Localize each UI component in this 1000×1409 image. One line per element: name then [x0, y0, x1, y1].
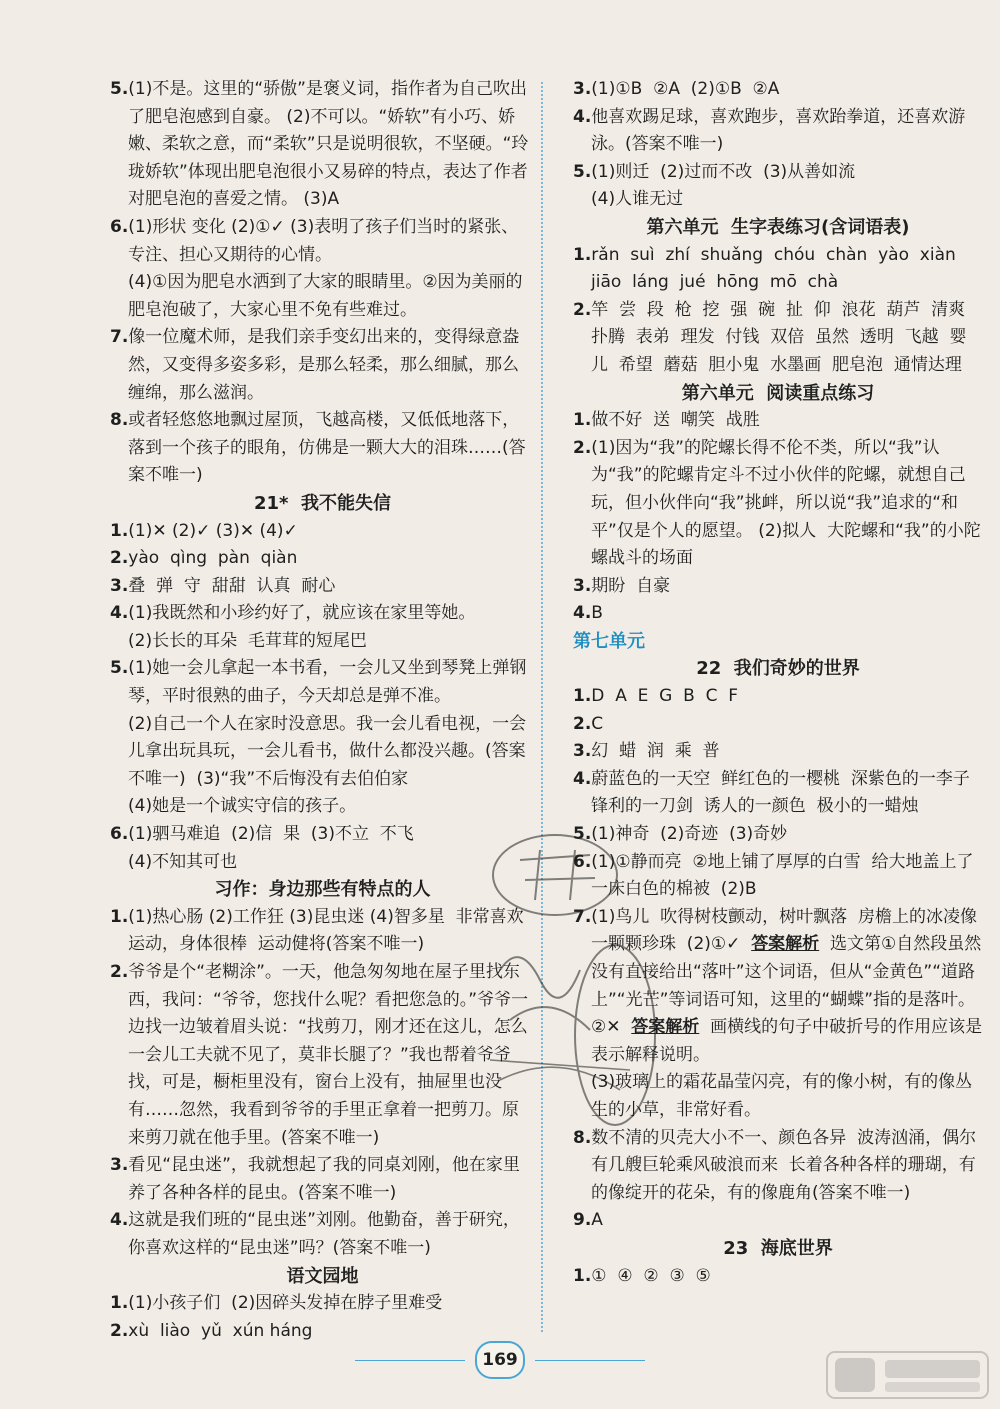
answer-item: [110, 1207, 535, 1262]
answer-text: 爷爷是个“老糊涂”。一天，他急匆匆地在屋子里找东西，我问：“爷爷，您找什么呢？看把您急的。”爷爷一边找一边皱着眉头说：“找剪刀，刚才还在这儿，怎么一会儿工夫就不见了，莫非长腿了？”我也帮着爷爷找，可是，橱柜里没有，窗台上没有，抽屉里也没有……忽然，我看到爷爷的手里正拿着一把剪刀。原来剪刀就在他手里。(答案不唯一): [128, 962, 529, 1148]
answer-item: [110, 904, 535, 959]
item-number: 4.: [110, 1210, 129, 1231]
answer-text: (1)鸟儿 吹得树枝颤动，树叶飘落 房檐上的冰凌像一颗颗珍珠 (2)①✓: [591, 906, 977, 955]
item-number: 5.: [573, 161, 592, 182]
answer-item: [110, 600, 535, 628]
answer-item: [110, 959, 535, 1152]
item-number: 1.: [573, 244, 592, 265]
column-divider: [541, 82, 543, 1332]
item-number: 4.: [573, 603, 592, 624]
answer-text: 数不清的贝壳大小不一、颜色各异 波涛汹涌，偶尔有几艘巨轮乘风破浪而来 长着各种各样的珊瑚，有的像绽开的花朵，有的像鹿角(答案不唯一): [591, 1127, 977, 1203]
answer-text: B: [591, 603, 603, 624]
answer-continuation: (3)玻璃上的霜花晶莹闪亮，有的像小树，有的像丛生的小草，非常好看。: [591, 1072, 973, 1120]
item-number: 3.: [573, 79, 592, 99]
answer-text: 做不好 送 嘲笑 战胜: [591, 410, 760, 431]
item-number: 4.: [573, 106, 592, 127]
answer-item: [573, 766, 983, 821]
section-heading: 第六单元 生字表练习(含词语表): [646, 216, 910, 238]
answer-item: [573, 1263, 983, 1291]
answer-item: [573, 683, 983, 711]
answer-text: (1)我既然和小珍约好了，就应该在家里等她。: [128, 603, 476, 624]
section-heading: 第六单元 阅读重点练习: [681, 382, 875, 404]
page-number: 169: [475, 1341, 525, 1379]
answer-item: [573, 1207, 983, 1235]
answer-item: [110, 573, 535, 601]
analysis-tag: 答案解析: [751, 934, 820, 955]
left-column: [110, 76, 535, 1345]
watermark-logo: [825, 1350, 990, 1400]
item-number: 2.: [573, 713, 592, 734]
answer-text: 选文第①自然段虽然没有直接给出“落叶”这个词语，但从“金黄色”“道路上”“光芒”等词语可知，这里的“蝴蝶”指的是落叶。 ②✕: [591, 934, 986, 1038]
answer-text: 像一位魔术师，是我们亲手变幻出来的，变得绿意盎然，又变得多姿多彩，是那么轻柔，那么细腻，那么缠绵，那么滋润。: [128, 327, 520, 403]
answer-text: (1)神奇 (2)奇迹 (3)奇妙: [591, 824, 788, 845]
answer-continuation: (4)人谁无过: [591, 189, 684, 210]
answer-item: [573, 1125, 983, 1208]
item-number: 1.: [573, 686, 592, 707]
answer-text: D A E G B C F: [591, 686, 739, 707]
answer-continuation: (4)不知其可也: [128, 851, 238, 872]
item-number: 7.: [573, 906, 592, 927]
item-number: 3.: [573, 575, 592, 596]
item-number: 1.: [573, 1265, 592, 1286]
answer-text: 他喜欢踢足球，喜欢跑步，喜欢跆拳道，还喜欢游泳。(答案不唯一): [591, 106, 966, 155]
item-number: 5.: [110, 658, 129, 679]
answer-item: [573, 711, 983, 739]
answer-text: 叠 弹 守 甜甜 认真 耐心: [128, 575, 336, 596]
answer-text: (1)小孩子们 (2)因碎头发掉在脖子里难受: [128, 1293, 443, 1314]
footer-line-right: [535, 1360, 645, 1361]
answer-item: [573, 297, 983, 380]
handwritten-stamp: [480, 820, 660, 1130]
answer-text: 或者轻悠悠地飘过屋顶，飞越高楼，又低低地落下，落到一个孩子的眼角，仿佛是一颗大大的泪珠……(答案不唯一): [128, 410, 526, 486]
item-number: 5.: [573, 824, 592, 845]
answer-text: (1)①静而亮 ②地上铺了厚厚的白雪 给大地盖上了一床白色的棉被 (2)B: [591, 851, 974, 900]
answer-item: [573, 242, 983, 297]
item-number: 3.: [110, 575, 129, 596]
answer-text: (1)①B ②A (2)①B ②A: [591, 79, 780, 99]
item-number: 2.: [110, 962, 129, 982]
answer-text: 蔚蓝色的一天空 鲜红色的一樱桃 深紫色的一李子 锋利的一刀剑 诱人的一颜色 极小的一蜡烛: [591, 768, 981, 817]
answer-item: [110, 407, 535, 490]
answer-text: ① ④ ② ③ ⑤: [591, 1265, 711, 1286]
answer-text: 这就是我们班的“昆虫迷”刘刚。他勤奋，善于研究，你喜欢这样的“昆虫迷”吗？(答案不唯一): [128, 1210, 520, 1258]
answer-text: (1)驷马难追 (2)信 果 (3)不立 不飞: [128, 824, 414, 845]
answer-text: (1)因为“我”的陀螺长得不伦不类，所以“我”认为“我”的陀螺肯定斗不过小伙伴的陀螺，就想自己玩，但小伙伴向“我”挑衅，所以说“我”追求的“和平”仅是个人的愿望。 (2)拟人 大陀螺和“我”的小陀螺战斗的场面: [591, 437, 981, 569]
answer-continuation: (2)长长的耳朵 毛茸茸的短尾巴: [128, 630, 367, 651]
item-number: 4.: [110, 603, 129, 624]
item-number: 2.: [110, 1320, 129, 1341]
section-heading: 22 我们奇妙的世界: [696, 658, 860, 680]
item-number: 2.: [573, 299, 592, 320]
answer-text: C: [591, 713, 604, 734]
item-number: 5.: [110, 79, 129, 99]
answer-item: [573, 76, 983, 104]
answer-continuation: (4)她是一个诚实守信的孩子。: [128, 796, 357, 817]
answer-item: [573, 159, 983, 187]
answer-item: [110, 545, 535, 573]
answer-item: [573, 600, 983, 628]
item-number: 2.: [110, 548, 129, 569]
answer-text: rǎn suì zhí shuǎng chóu chàn yào xiàn jiāo láng jué hōng mō chà: [591, 244, 967, 293]
answer-item: [573, 435, 983, 573]
item-number: 1.: [573, 410, 592, 431]
answer-item: [110, 1152, 535, 1207]
item-number: 6.: [110, 824, 129, 845]
answer-text: (1)不是。这里的“骄傲”是褒义词，指作者为自己吹出了肥皂泡感到自豪。 (2)不可以。“娇软”有小巧、娇嫩、柔软之意，而“柔软”只是说明很软，不坚硬。“玲珑娇软”体现出肥皂泡很小又易碎的特点，表达了作者对肥皂泡的喜爱之情。 (3)A: [128, 79, 529, 210]
item-number: 7.: [110, 327, 129, 348]
item-number: 3.: [110, 1155, 129, 1176]
answer-continuation: (4)①因为肥皂水洒到了大家的眼睛里。②因为美丽的肥皂泡破了，大家心里不免有些难过。: [128, 272, 523, 320]
answer-text: (1)她一会儿拿起一本书看，一会儿又坐到琴凳上弹钢琴，平时很熟的曲子，今天却总是弹不准。: [128, 658, 527, 707]
answer-text: A: [591, 1210, 603, 1231]
section-heading: 语文园地: [286, 1265, 359, 1287]
answer-continuation: (2)自己一个人在家时没意思。我一会儿看电视，一会儿拿出玩具玩，一会儿看书，做什么都没兴趣。(答案不唯一) (3)“我”不后悔没有去伯伯家: [128, 713, 527, 789]
answer-item: [110, 324, 535, 407]
answer-item: [573, 407, 983, 435]
answer-text: 画横线的句子中破折号的作用应该是表示解释说明。: [591, 1017, 983, 1065]
answer-item: [110, 76, 535, 214]
answer-text: 看见“昆虫迷”，我就想起了我的同桌刘刚，他在家里养了各种各样的昆虫。(答案不唯一): [128, 1155, 520, 1203]
answer-item: [110, 655, 535, 710]
answer-text: yào qìng pàn qiàn: [128, 548, 298, 569]
answer-item: [110, 214, 535, 269]
answer-item: [573, 573, 983, 601]
item-number: 1.: [110, 906, 129, 927]
item-number: 4.: [573, 768, 592, 789]
answer-text: 幻 蜡 润 乘 普: [591, 741, 720, 762]
item-number: 6.: [573, 851, 592, 872]
item-number: 6.: [110, 216, 129, 237]
answer-text: 竿 尝 段 枪 挖 强 碗 扯 仰 浪花 葫芦 清爽 扑腾 表弟 理发 付钱 双倍 虽然 透明 飞越 婴儿 希望 蘑菇 胆小鬼 水墨画 肥皂泡 通情达理: [591, 299, 976, 375]
item-number: 9.: [573, 1210, 592, 1231]
item-number: 2.: [573, 437, 592, 458]
answer-text: (1)则迁 (2)过而不改 (3)从善如流: [591, 161, 856, 182]
answer-text: (1)✕ (2)✓ (3)✕ (4)✓: [128, 520, 298, 541]
item-number: 1.: [110, 520, 129, 541]
analysis-tag: 答案解析: [631, 1017, 700, 1038]
answer-item: [110, 821, 535, 849]
section-heading: 21* 我不能失信: [254, 492, 391, 514]
unit-heading: 第七单元: [573, 630, 645, 652]
item-number: 8.: [573, 1127, 592, 1148]
answer-item: [110, 518, 535, 546]
answer-text: (1)热心肠 (2)工作狂 (3)昆虫迷 (4)智多星 非常喜欢运动，身体很棒 运动健将(答案不唯一): [128, 906, 524, 955]
answer-text: xù liào yǔ xún háng: [128, 1320, 313, 1341]
footer-line-left: [355, 1360, 465, 1361]
answer-item: [110, 1290, 535, 1318]
answer-text: (1)形状 变化 (2)①✓ (3)表明了孩子们当时的紧张、专注、担心又期待的心情。: [128, 216, 519, 265]
item-number: 8.: [110, 410, 129, 431]
answer-text: 期盼 自豪: [591, 575, 671, 596]
section-heading: 23 海底世界: [723, 1237, 833, 1259]
item-number: 1.: [110, 1293, 129, 1314]
section-heading: 习作：身边那些有特点的人: [214, 879, 431, 901]
answer-item: [573, 738, 983, 766]
item-number: 3.: [573, 741, 592, 762]
answer-item: [573, 104, 983, 159]
